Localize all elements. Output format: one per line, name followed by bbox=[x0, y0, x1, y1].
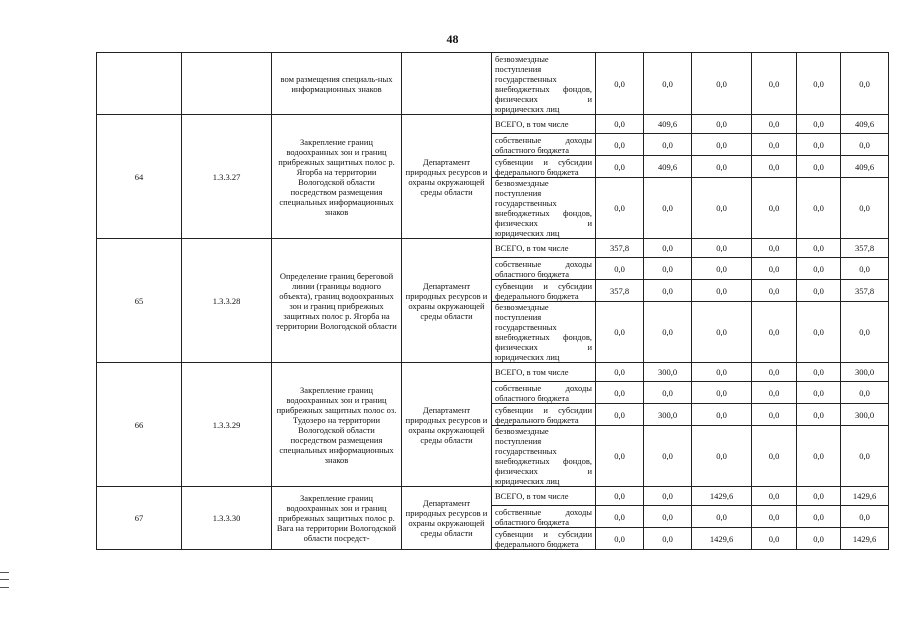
value-cell: 0,0 bbox=[752, 404, 797, 426]
value-cell: 0,0 bbox=[596, 404, 644, 426]
value-cell: 0,0 bbox=[644, 382, 692, 404]
value-cell: 0,0 bbox=[841, 382, 889, 404]
value-cell: 0,0 bbox=[797, 382, 841, 404]
funding-source-cell: безвозмездные поступления государственных внебюджетных фондов, физических и юридических лиц bbox=[492, 426, 596, 487]
value-cell: 0,0 bbox=[692, 506, 752, 528]
value-cell: 0,0 bbox=[596, 506, 644, 528]
value-cell: 1429,6 bbox=[692, 528, 752, 550]
value-cell: 0,0 bbox=[692, 363, 752, 382]
responsible-cell: Департамент природных ресурсов и охраны окружающей среды области bbox=[402, 115, 492, 239]
funding-source-cell: ВСЕГО, в том числе bbox=[492, 239, 596, 258]
funding-source-cell: собственные доходы областного бюджета bbox=[492, 382, 596, 404]
row-number-cell: 64 bbox=[97, 115, 182, 239]
value-cell: 300,0 bbox=[841, 363, 889, 382]
responsible-cell: Департамент природных ресурсов и охраны окружающей среды области bbox=[402, 239, 492, 363]
value-cell: 0,0 bbox=[692, 134, 752, 156]
value-cell: 0,0 bbox=[797, 156, 841, 178]
funding-source-cell: безвозмездные поступления государственных внебюджетных фондов, физических и юридических лиц bbox=[492, 53, 596, 115]
value-cell: 0,0 bbox=[752, 506, 797, 528]
value-cell: 0,0 bbox=[692, 53, 752, 115]
measure-code-cell: 1.3.3.27 bbox=[182, 115, 272, 239]
value-cell: 0,0 bbox=[797, 258, 841, 280]
value-cell: 0,0 bbox=[644, 239, 692, 258]
value-cell: 0,0 bbox=[692, 156, 752, 178]
table-row bbox=[97, 239, 889, 258]
value-cell: 0,0 bbox=[644, 134, 692, 156]
value-cell: 0,0 bbox=[841, 426, 889, 487]
value-cell: 409,6 bbox=[841, 156, 889, 178]
value-cell: 0,0 bbox=[797, 134, 841, 156]
table-row bbox=[97, 363, 889, 382]
funding-source-cell: ВСЕГО, в том числе bbox=[492, 363, 596, 382]
funding-source-cell: субвенции и субсидии федерального бюджета bbox=[492, 404, 596, 426]
budget-table bbox=[96, 52, 889, 550]
table-row bbox=[97, 53, 889, 115]
value-cell: 0,0 bbox=[797, 178, 841, 239]
value-cell: 0,0 bbox=[752, 258, 797, 280]
value-cell: 0,0 bbox=[692, 115, 752, 134]
value-cell: 0,0 bbox=[596, 382, 644, 404]
value-cell: 357,8 bbox=[841, 280, 889, 302]
row-number-cell: 67 bbox=[97, 487, 182, 550]
value-cell: 0,0 bbox=[596, 53, 644, 115]
funding-source-cell: ВСЕГО, в том числе bbox=[492, 487, 596, 506]
value-cell: 1429,6 bbox=[841, 487, 889, 506]
value-cell: 0,0 bbox=[596, 426, 644, 487]
value-cell: 0,0 bbox=[797, 239, 841, 258]
value-cell: 0,0 bbox=[797, 487, 841, 506]
measure-code-cell: 1.3.3.30 bbox=[182, 487, 272, 550]
value-cell: 0,0 bbox=[596, 363, 644, 382]
value-cell: 0,0 bbox=[752, 363, 797, 382]
responsible-cell: Департамент природных ресурсов и охраны окружающей среды области bbox=[402, 487, 492, 550]
measure-code-cell: 1.3.3.28 bbox=[182, 239, 272, 363]
value-cell: 0,0 bbox=[752, 156, 797, 178]
value-cell: 300,0 bbox=[644, 404, 692, 426]
funding-source-cell: безвозмездные поступления государственных внебюджетных фондов, физических и юридических лиц bbox=[492, 178, 596, 239]
value-cell: 0,0 bbox=[797, 302, 841, 363]
value-cell: 357,8 bbox=[596, 280, 644, 302]
value-cell: 357,8 bbox=[596, 239, 644, 258]
value-cell: 0,0 bbox=[692, 239, 752, 258]
value-cell: 0,0 bbox=[644, 426, 692, 487]
value-cell: 0,0 bbox=[644, 178, 692, 239]
value-cell: 0,0 bbox=[752, 134, 797, 156]
value-cell: 0,0 bbox=[644, 528, 692, 550]
value-cell: 0,0 bbox=[752, 280, 797, 302]
table-row bbox=[97, 115, 889, 134]
value-cell: 0,0 bbox=[797, 426, 841, 487]
measure-name-cell: Закрепление границ водоохранных зон и границ прибрежных защитных полос р. Вага на территории Вологодской области посредст- bbox=[272, 487, 402, 550]
value-cell: 0,0 bbox=[644, 53, 692, 115]
value-cell: 0,0 bbox=[797, 528, 841, 550]
value-cell: 0,0 bbox=[797, 506, 841, 528]
value-cell: 0,0 bbox=[841, 134, 889, 156]
responsible-cell: Департамент природных ресурсов и охраны окружающей среды области bbox=[402, 363, 492, 487]
funding-source-cell: собственные доходы областного бюджета bbox=[492, 134, 596, 156]
value-cell: 1429,6 bbox=[692, 487, 752, 506]
funding-source-cell: субвенции и субсидии федерального бюджета bbox=[492, 156, 596, 178]
funding-source-cell: собственные доходы областного бюджета bbox=[492, 506, 596, 528]
value-cell: 0,0 bbox=[752, 382, 797, 404]
value-cell: 0,0 bbox=[841, 258, 889, 280]
value-cell: 357,8 bbox=[841, 239, 889, 258]
value-cell: 409,6 bbox=[644, 156, 692, 178]
measure-code-cell: 1.3.3.29 bbox=[182, 363, 272, 487]
value-cell: 0,0 bbox=[596, 258, 644, 280]
measure-code-cell bbox=[182, 53, 272, 115]
value-cell: 409,6 bbox=[644, 115, 692, 134]
row-number-cell: 65 bbox=[97, 239, 182, 363]
funding-source-cell: ВСЕГО, в том числе bbox=[492, 115, 596, 134]
value-cell: 300,0 bbox=[841, 404, 889, 426]
page-number: 48 bbox=[446, 32, 459, 46]
value-cell: 0,0 bbox=[596, 487, 644, 506]
value-cell: 0,0 bbox=[644, 280, 692, 302]
value-cell: 0,0 bbox=[752, 115, 797, 134]
measure-name-cell: Определение границ береговой линии (границы водного объекта), границ водоохранных зон и границ прибрежных защитных полос р. Ягорба на территории Вологодской области bbox=[272, 239, 402, 363]
value-cell: 0,0 bbox=[596, 115, 644, 134]
value-cell: 0,0 bbox=[596, 302, 644, 363]
value-cell: 0,0 bbox=[692, 258, 752, 280]
value-cell: 0,0 bbox=[692, 426, 752, 487]
funding-source-cell: субвенции и субсидии федерального бюджета bbox=[492, 280, 596, 302]
value-cell: 0,0 bbox=[752, 528, 797, 550]
value-cell: 0,0 bbox=[644, 487, 692, 506]
measure-name-cell: Закрепление границ водоохранных зон и границ прибрежных защитных полос р. Ягорба на территории Вологодской области посредством размещения специальных информационных знаков bbox=[272, 115, 402, 239]
value-cell: 1429,6 bbox=[841, 528, 889, 550]
value-cell: 0,0 bbox=[644, 506, 692, 528]
value-cell: 0,0 bbox=[841, 178, 889, 239]
row-number-cell bbox=[97, 53, 182, 115]
value-cell: 0,0 bbox=[596, 134, 644, 156]
value-cell: 0,0 bbox=[797, 53, 841, 115]
value-cell: 0,0 bbox=[596, 178, 644, 239]
funding-source-cell: безвозмездные поступления государственных внебюджетных фондов, физических и юридических лиц bbox=[492, 302, 596, 363]
value-cell: 0,0 bbox=[692, 382, 752, 404]
value-cell: 0,0 bbox=[692, 404, 752, 426]
value-cell: 0,0 bbox=[692, 178, 752, 239]
value-cell: 0,0 bbox=[692, 302, 752, 363]
table-row bbox=[97, 487, 889, 506]
measure-name-cell: Закрепление границ водоохранных зон и границ прибрежных защитных полос оз. Тудозеро на территории Вологодской области посредством размещения специальных информационных знаков bbox=[272, 363, 402, 487]
value-cell: 0,0 bbox=[797, 280, 841, 302]
row-number-cell: 66 bbox=[97, 363, 182, 487]
value-cell: 0,0 bbox=[841, 506, 889, 528]
value-cell: 0,0 bbox=[596, 156, 644, 178]
value-cell: 409,6 bbox=[841, 115, 889, 134]
value-cell: 0,0 bbox=[841, 53, 889, 115]
value-cell: 0,0 bbox=[797, 404, 841, 426]
value-cell: 0,0 bbox=[752, 302, 797, 363]
value-cell: 0,0 bbox=[752, 178, 797, 239]
funding-source-cell: собственные доходы областного бюджета bbox=[492, 258, 596, 280]
value-cell: 0,0 bbox=[692, 280, 752, 302]
page-edge-mark bbox=[0, 572, 9, 588]
funding-source-cell: субвенции и субсидии федерального бюджета bbox=[492, 528, 596, 550]
value-cell: 0,0 bbox=[752, 487, 797, 506]
value-cell: 0,0 bbox=[752, 239, 797, 258]
value-cell: 0,0 bbox=[644, 258, 692, 280]
responsible-cell bbox=[402, 53, 492, 115]
value-cell: 0,0 bbox=[797, 115, 841, 134]
value-cell: 0,0 bbox=[644, 302, 692, 363]
value-cell: 0,0 bbox=[596, 528, 644, 550]
measure-name-cell: вом размещения специаль-ных информационных знаков bbox=[272, 53, 402, 115]
value-cell: 0,0 bbox=[752, 426, 797, 487]
value-cell: 0,0 bbox=[797, 363, 841, 382]
value-cell: 300,0 bbox=[644, 363, 692, 382]
value-cell: 0,0 bbox=[752, 53, 797, 115]
value-cell: 0,0 bbox=[841, 302, 889, 363]
